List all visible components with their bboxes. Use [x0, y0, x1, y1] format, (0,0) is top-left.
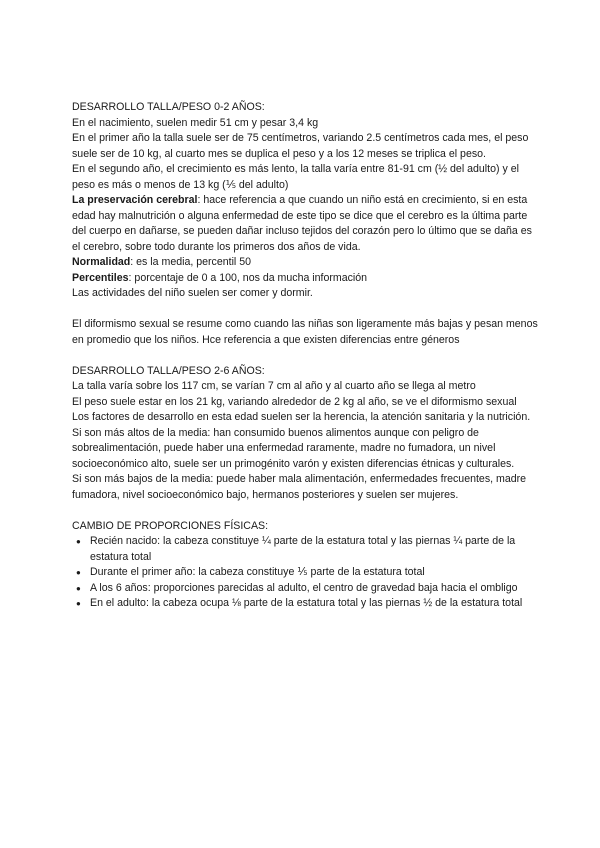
paragraph-birth: En el nacimiento, suelen medir 51 cm y pesar 3,4 kg: [72, 116, 319, 129]
spacer: [72, 302, 542, 318]
paragraph-above-average: Si son más altos de la media: han consumido buenos alimentos aunque con peligro de sobrealimentación, puede haber una enfermedad raramente, madre no fumadora, un nivel socioeconómico alto, suele ser un primogénito varón y existen diferencias étnicas y culturales.: [72, 426, 515, 470]
paragraph-second-year: En el segundo año, el crecimiento es más lento, la talla varía entre 81-91 cm (½ del adulto) y el peso es más o menos de 13 kg (⅕ del adulto): [72, 163, 519, 191]
section-heading-0-2: DESARROLLO TALLA/PESO 0-2 AÑOS:: [72, 101, 265, 113]
list-item: ● En el adulto: la cabeza ocupa ⅛ parte de la estatura total y las piernas ½ de la estatura total: [72, 596, 542, 612]
list-item: ● Recién nacido: la cabeza constituye ¼ parte de la estatura total y las piernas ¼ parte de la estatura total: [72, 534, 542, 565]
paragraph-height-2-6: La talla varía sobre los 117 cm, se varían 7 cm al año y al cuarto año se llega al metro: [72, 380, 476, 392]
paragraph-weight-2-6: El peso suele estar en los 21 kg, variando alrededor de 2 kg al año, se ve el diformismo sexual: [72, 395, 517, 408]
definition-percentiles: : porcentaje de 0 a 100, nos da mucha información: [128, 271, 368, 284]
paragraph-sexual-dimorphism: El diformismo sexual se resume como cuando las niñas son ligeramente más bajas y pesan menos en promedio que los niños. Hce referencia a que existen diferencias entre géneros: [72, 318, 538, 346]
definition-normality: : es la media, percentil 50: [130, 256, 251, 268]
spacer: [72, 503, 542, 519]
paragraph-below-average: Si son más bajos de la media: puede haber mala alimentación, enfermedades frecuentes, madre fumadora, nivel socioeconómico bajo, hermanos posteriores y suelen ser mujeres.: [72, 473, 527, 501]
definition-brain-preservation: : hace referencia a que cuando un niño está en crecimiento, si en esta edad hay malnutrición o alguna enfermedad de este tipo se dice que el cerebro es la última parte del cuerpo en dañarse, se pueden dañar incluso tejidos del corazón pero lo último que se daña es el cerebro, sobre todo durante los primeros dos años de vida.: [72, 194, 532, 253]
paragraph-brain-preservation: [72, 193, 542, 255]
paragraph-activities: Las actividades del niño suelen ser comer y dormir.: [72, 287, 313, 299]
document-page: [72, 100, 542, 612]
paragraph-first-year: En el primer año la talla suele ser de 75 centímetros, variando 2.5 centímetros cada mes, el peso suele ser de 10 kg, al cuarto mes se duplica el peso y a los 12 meses se triplica el peso.: [72, 132, 529, 160]
proportions-list: [72, 534, 542, 612]
spacer: [72, 348, 542, 364]
paragraph-normality: [72, 255, 542, 271]
paragraph-percentiles: [72, 271, 542, 287]
list-item: ● Durante el primer año: la cabeza constituye ⅕ parte de la estatura total: [72, 565, 542, 581]
term-brain-preservation: La preservación cerebral: [72, 194, 198, 206]
term-normality: Normalidad: [72, 256, 131, 268]
list-item: ● A los 6 años: proporciones parecidas al adulto, el centro de gravedad baja hacia el ombligo: [72, 581, 542, 597]
section-heading-2-6: DESARROLLO TALLA/PESO 2-6 AÑOS:: [72, 364, 265, 377]
paragraph-factors: Los factores de desarrollo en esta edad suelen ser la herencia, la atención sanitaria y la nutrición.: [72, 411, 531, 423]
term-percentiles: Percentiles: [72, 271, 129, 284]
section-heading-proportions: CAMBIO DE PROPORCIONES FÍSICAS:: [72, 519, 269, 532]
